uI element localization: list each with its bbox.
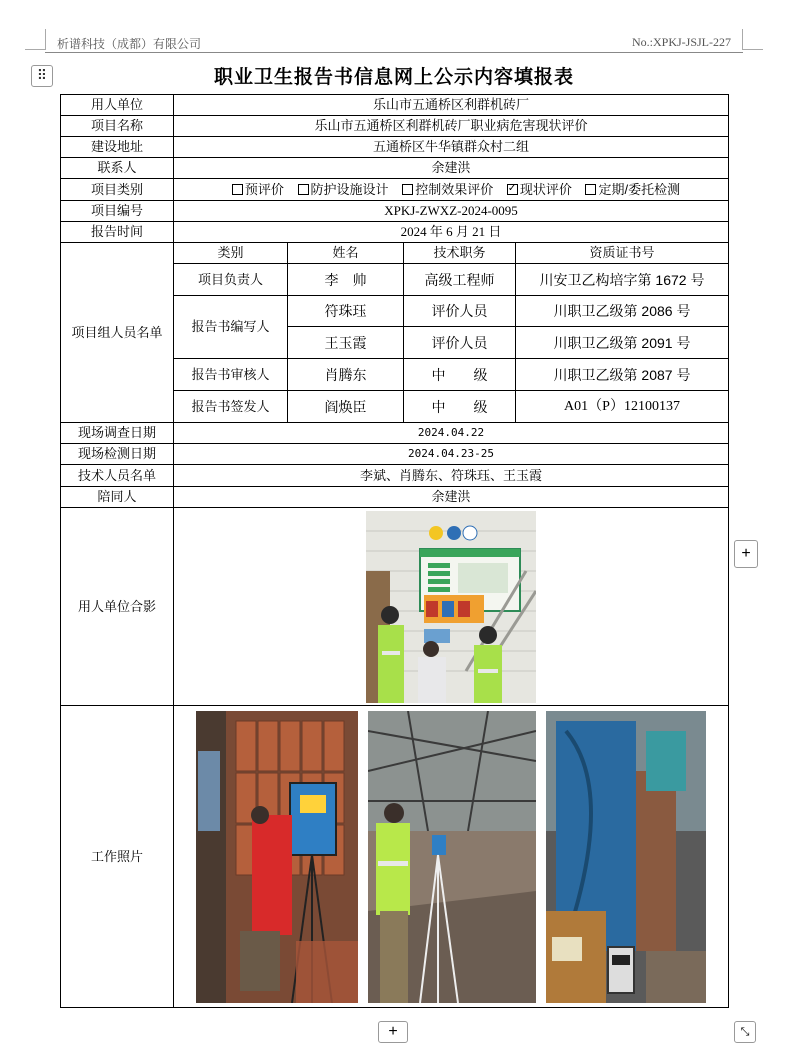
table-drag-handle-icon[interactable]: ⠿ [31, 65, 53, 87]
tech-staff-label: 技术人员名单 [61, 465, 174, 487]
reviewer-name: 肖腾东 [288, 359, 404, 391]
project-type-options [174, 179, 729, 201]
writer-name: 符珠珏 [288, 296, 404, 327]
project-type-label: 项目类别 [61, 179, 174, 201]
issuer-name: 阎焕臣 [288, 391, 404, 423]
page-title: 职业卫生报告书信息网上公示内容填报表 [213, 67, 574, 88]
writer-name: 王玉霞 [288, 327, 404, 359]
writer-title: 评价人员 [404, 327, 516, 359]
team-header-title: 技术职务 [404, 243, 516, 264]
work-photo-fan-equipment [546, 711, 706, 1003]
employer-label: 用人单位 [61, 95, 174, 116]
project-type-option[interactable]: 防护设施设计 [288, 182, 389, 197]
work-photos-cell [174, 706, 729, 1008]
contact-value: 余建洪 [174, 158, 729, 179]
reviewer-title: 中 级 [404, 359, 516, 391]
project-no-value: XPKJ-ZWXZ-2024-0095 [174, 201, 729, 222]
report-time-label: 报告时间 [61, 222, 174, 243]
header-rule [45, 52, 743, 53]
issuer-role: 报告书签发人 [174, 391, 288, 423]
writer-title: 评价人员 [404, 296, 516, 327]
work-photos-label: 工作照片 [61, 706, 174, 1008]
crop-mark-top-left [25, 29, 46, 50]
resize-corner-icon[interactable]: ⤡ [734, 1021, 756, 1043]
group-photo-cell [174, 508, 729, 706]
project-name-value: 乐山市五通桥区利群机砖厂职业病危害现状评价 [174, 116, 729, 137]
checkbox-icon[interactable] [298, 184, 309, 195]
project-type-option[interactable]: 控制效果评价 [392, 182, 493, 197]
leader-cert: 川安卫乙构培字第 1672 号 [516, 264, 729, 296]
project-name-label: 项目名称 [61, 116, 174, 137]
address-value: 五通桥区牛华镇群众村二组 [174, 137, 729, 158]
checkbox-icon[interactable] [402, 184, 413, 195]
leader-title: 高级工程师 [404, 264, 516, 296]
tech-staff-value: 李斌、肖腾东、符珠珏、王玉霞 [174, 465, 729, 487]
group-photo [366, 511, 536, 703]
address-label: 建设地址 [61, 137, 174, 158]
survey-date-label: 现场调查日期 [61, 423, 174, 444]
checkbox-checked-icon[interactable] [507, 184, 518, 195]
project-type-option[interactable]: ✓ 现状评价 [497, 182, 572, 197]
employer-value: 乐山市五通桥区利群机砖厂 [174, 95, 729, 116]
group-photo-label: 用人单位合影 [61, 508, 174, 706]
checkbox-icon[interactable] [585, 184, 596, 195]
header-company: 析谱科技（成都）有限公司 [57, 37, 202, 51]
leader-role: 项目负责人 [174, 264, 288, 296]
issuer-title: 中 级 [404, 391, 516, 423]
test-date-value: 2024.04.23-25 [174, 444, 729, 465]
contact-label: 联系人 [61, 158, 174, 179]
survey-date-value: 2024.04.22 [174, 423, 729, 444]
project-no-label: 项目编号 [61, 201, 174, 222]
writer-cert: 川职卫乙级第 2091 号 [516, 327, 729, 359]
issuer-cert: A01（P）12100137 [516, 391, 729, 423]
report-time-value: 2024 年 6 月 21 日 [174, 222, 729, 243]
header-doc-no: No.:XPKJ-JSJL-227 [631, 35, 731, 49]
reviewer-role: 报告书审核人 [174, 359, 288, 391]
add-column-button[interactable]: + [734, 540, 758, 568]
work-photo-brick-kiln [196, 711, 358, 1003]
leader-name: 李 帅 [288, 264, 404, 296]
team-label: 项目组人员名单 [61, 243, 174, 423]
team-header-name: 姓名 [288, 243, 404, 264]
escort-label: 陪同人 [61, 487, 174, 508]
project-type-option[interactable]: 预评价 [222, 182, 284, 197]
add-row-button[interactable]: + [378, 1021, 408, 1043]
work-photo-field-measurement [368, 711, 536, 1003]
reviewer-cert: 川职卫乙级第 2087 号 [516, 359, 729, 391]
crop-mark-top-right [742, 29, 763, 50]
escort-value: 余建洪 [174, 487, 729, 508]
team-header-role: 类别 [174, 243, 288, 264]
test-date-label: 现场检测日期 [61, 444, 174, 465]
project-type-option[interactable]: 定期/委托检测 [575, 182, 680, 197]
writer-role: 报告书编写人 [174, 296, 288, 359]
writer-cert: 川职卫乙级第 2086 号 [516, 296, 729, 327]
team-header-cert: 资质证书号 [516, 243, 729, 264]
checkbox-icon[interactable] [232, 184, 243, 195]
report-form-table [60, 94, 729, 1008]
